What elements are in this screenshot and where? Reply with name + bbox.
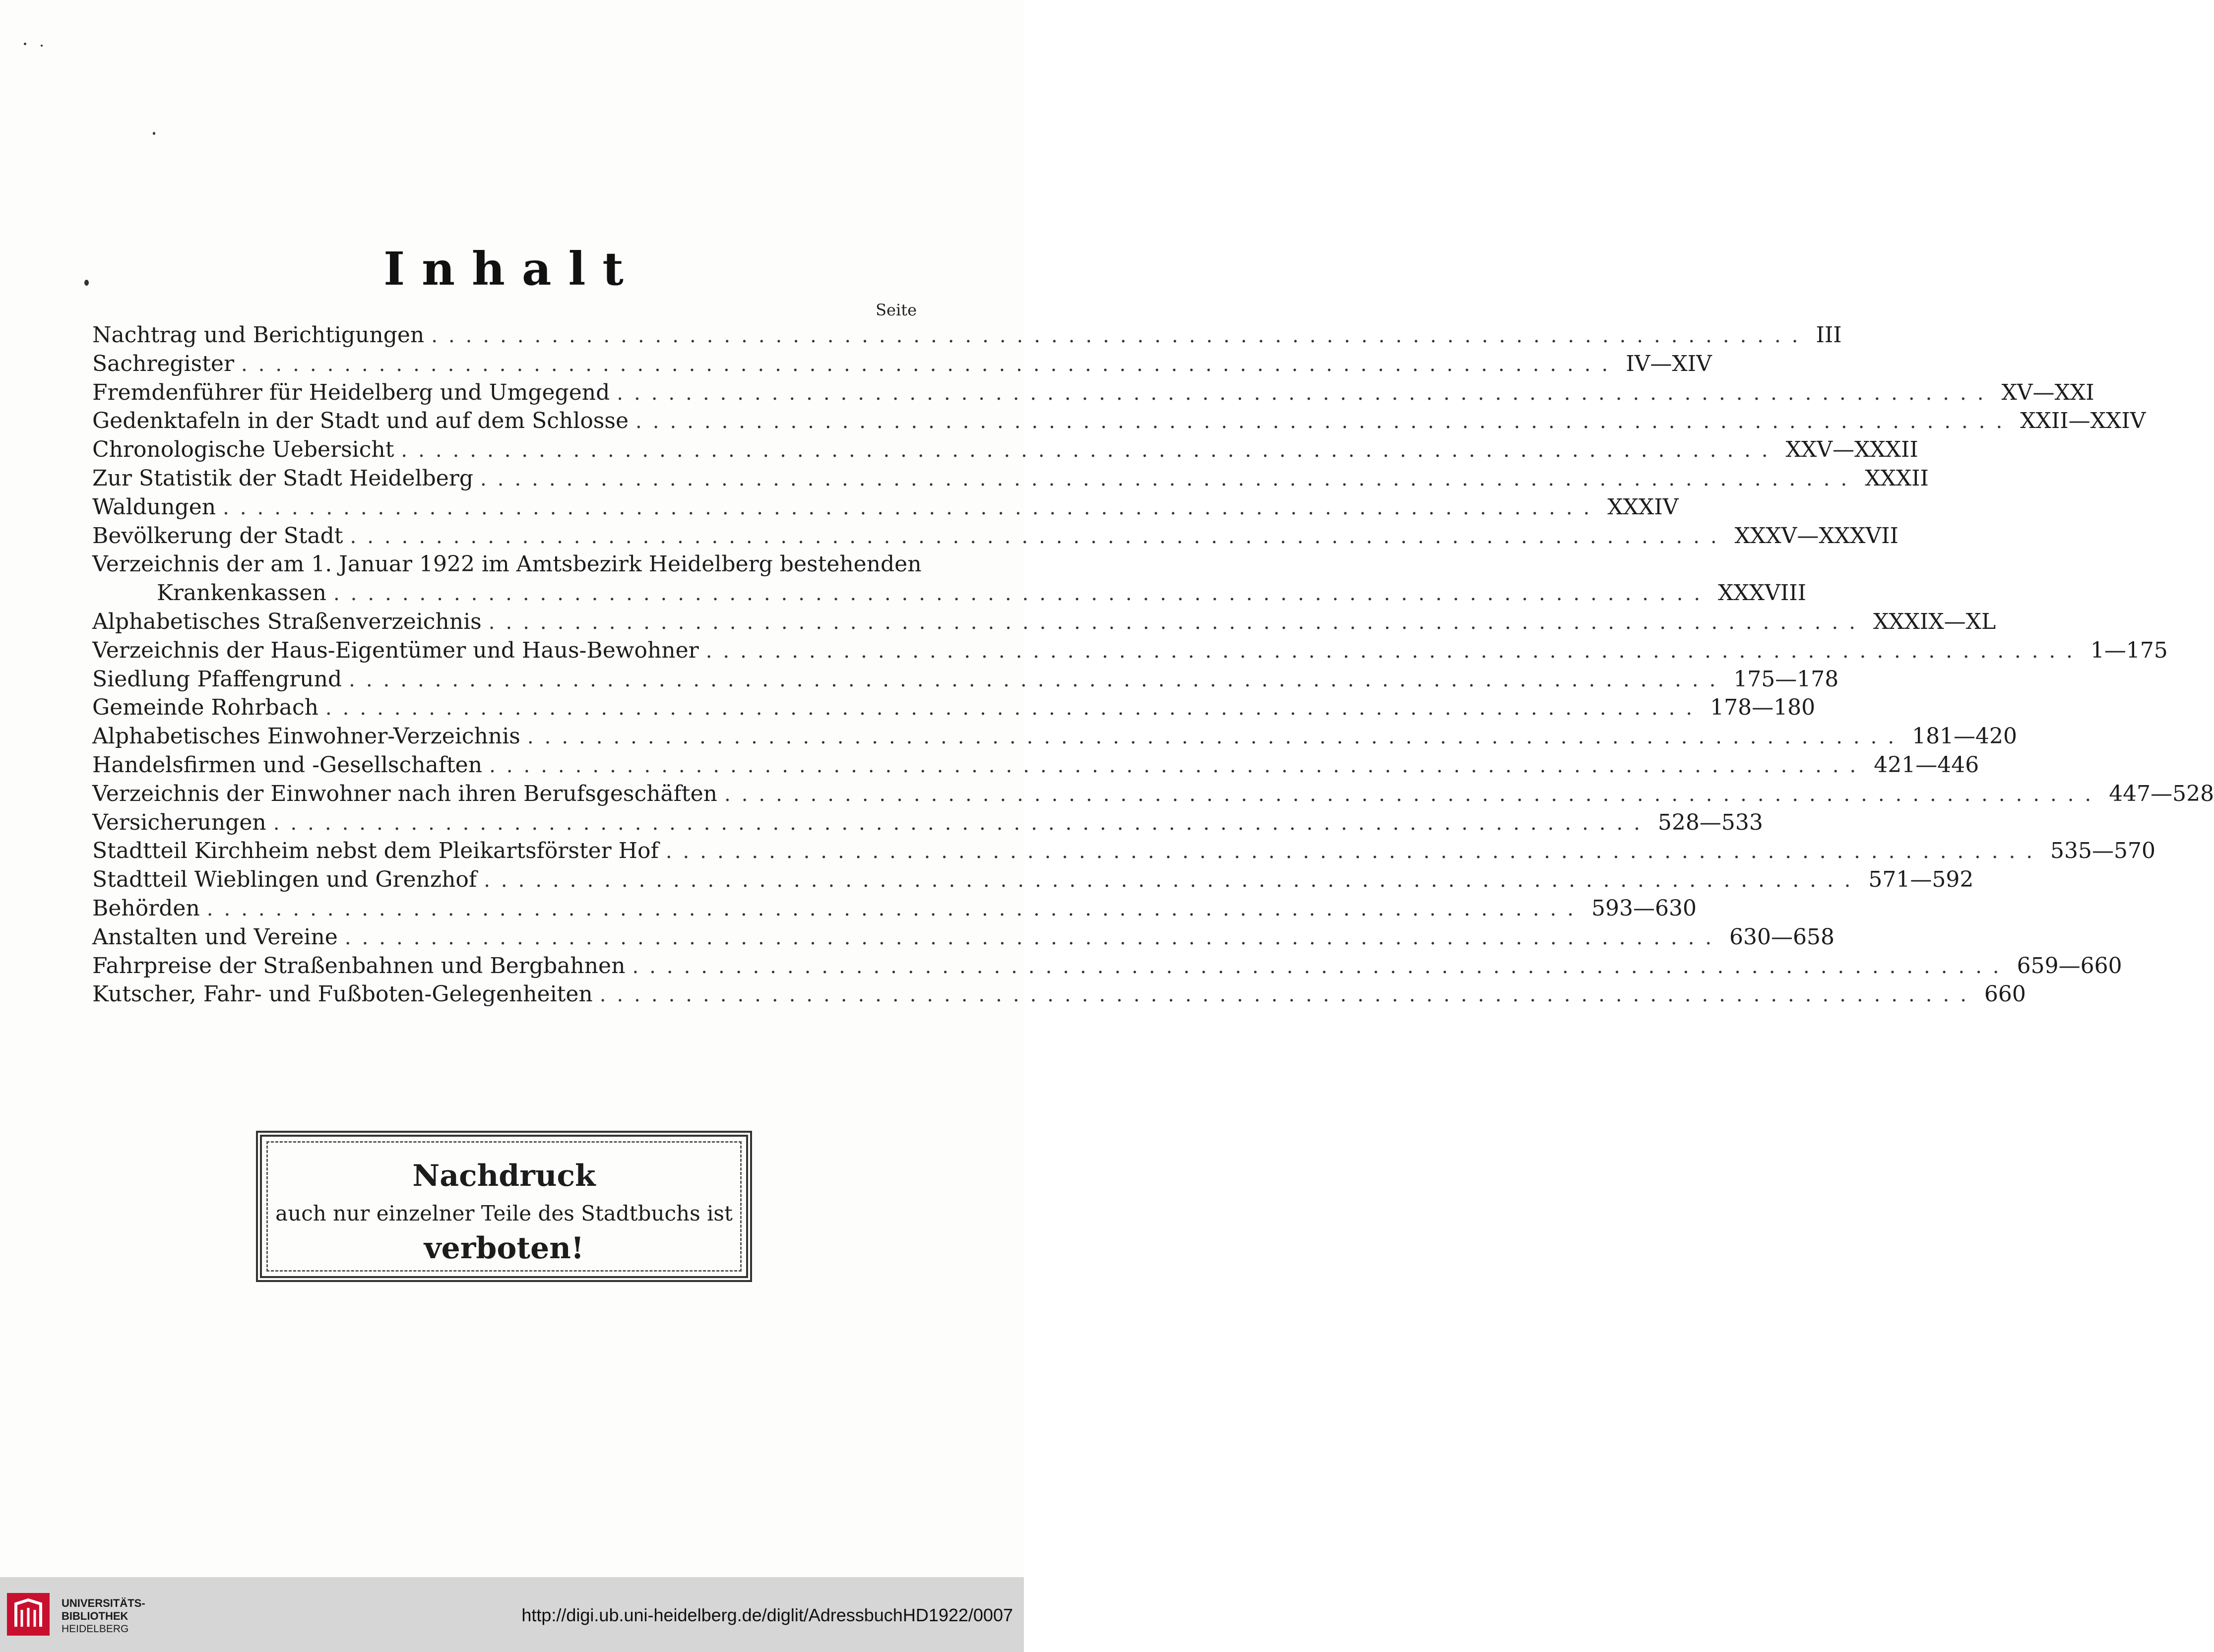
toc-entry-page: XXXIV bbox=[1607, 494, 1679, 520]
toc-entry bbox=[92, 580, 1807, 609]
toc-entry-page: XXXIX—XL bbox=[1873, 609, 1996, 634]
toc-entry bbox=[92, 867, 1974, 896]
toc-entry-title: Alphabetisches Einwohner-Verzeichnis bbox=[92, 724, 520, 749]
toc-entry-title: Handelsfirmen und -Gesellschaften bbox=[92, 752, 483, 778]
toc-leader-dots: ................................................................................ bbox=[241, 353, 1619, 376]
toc-entry-page: 593—630 bbox=[1591, 895, 1697, 921]
toc-entry bbox=[92, 523, 1898, 552]
toc-entry-page: XXXVIII bbox=[1718, 580, 1807, 606]
library-name bbox=[62, 1597, 145, 1636]
toc-entry-page: 660 bbox=[1984, 981, 2026, 1007]
scan-speck bbox=[153, 132, 155, 135]
toc-entry bbox=[92, 666, 1839, 695]
toc-entry-page: 1—175 bbox=[2090, 637, 2168, 663]
toc-entry-title: Fremdenführer für Heidelberg und Umgegend bbox=[92, 379, 610, 405]
toc-entry-page: 175—178 bbox=[1733, 666, 1839, 692]
toc-entry-title: Fahrpreise der Straßenbahnen und Bergbahnen bbox=[92, 953, 626, 979]
toc-leader-dots: ................................................................................ bbox=[484, 869, 1862, 892]
toc-entry-page: XXII—XXIV bbox=[2020, 408, 2146, 434]
toc-entry-title: Anstalten und Vereine bbox=[92, 924, 338, 950]
toc-entry-title: Stadtteil Wieblingen und Grenzhof bbox=[92, 867, 477, 893]
toc-entry-page: 181—420 bbox=[1912, 724, 2018, 749]
toc-leader-dots: ................................................................................ bbox=[632, 955, 2010, 978]
toc-leader-dots: ................................................................................ bbox=[344, 926, 1723, 949]
reprint-notice-box bbox=[256, 1131, 752, 1282]
toc-entry bbox=[92, 637, 2168, 667]
toc-entry-title: Nachtrag und Berichtigungen bbox=[92, 322, 425, 348]
toc-entry-title: Kutscher, Fahr- und Fußboten-Gelegenheiten bbox=[92, 981, 593, 1007]
toc-entry-title: Stadtteil Kirchheim nebst dem Pleikartsförster Hof bbox=[92, 838, 659, 864]
toc-leader-dots: ................................................................................ bbox=[401, 439, 1779, 462]
table-of-contents bbox=[92, 322, 2214, 1010]
toc-entry-page: 659—660 bbox=[2017, 953, 2122, 979]
toc-entry-page: IV—XIV bbox=[1626, 351, 1712, 376]
toc-leader-dots: ................................................................................ bbox=[599, 983, 1977, 1007]
toc-entry-title: Alphabetisches Straßenverzeichnis bbox=[92, 609, 482, 634]
toc-entry bbox=[92, 724, 2018, 752]
toc-entry bbox=[92, 838, 2155, 867]
library-name-line1: UNIVERSITÄTS- bbox=[62, 1597, 145, 1609]
library-name-line2: BIBLIOTHEK bbox=[62, 1610, 128, 1622]
toc-entry bbox=[92, 752, 1979, 781]
toc-leader-dots: ................................................................................ bbox=[431, 324, 1809, 347]
toc-leader-dots: ................................................................................ bbox=[705, 639, 2084, 663]
toc-leader-dots: ................................................................................ bbox=[635, 410, 2014, 433]
toc-entry-page: XXXV—XXXVII bbox=[1734, 523, 1898, 549]
toc-entry-title: Zur Statistik der Stadt Heidelberg bbox=[92, 465, 474, 491]
scan-speck bbox=[41, 45, 43, 47]
source-url-link[interactable]: http://digi.ub.uni-heidelberg.de/diglit/AdressbuchHD1922/0007 bbox=[521, 1605, 1013, 1625]
library-name-line3: HEIDELBERG bbox=[62, 1623, 129, 1635]
toc-leader-dots: ................................................................................ bbox=[273, 811, 1651, 835]
toc-entry-page: XV—XXI bbox=[2001, 379, 2094, 405]
toc-entry bbox=[92, 379, 2094, 409]
toc-entry bbox=[92, 695, 1816, 724]
notice-heading: Nachdruck bbox=[412, 1159, 596, 1193]
toc-entry-title: Sachregister bbox=[92, 351, 234, 376]
toc-entry-title: Verzeichnis der am 1. Januar 1922 im Amtsbezirk Heidelberg bestehenden bbox=[92, 551, 922, 577]
toc-entry-title: Waldungen bbox=[92, 494, 216, 520]
toc-entry-title: Verzeichnis der Einwohner nach ihren Berufsgeschäften bbox=[92, 781, 717, 806]
toc-entry-title: Bevölkerung der Stadt bbox=[92, 523, 343, 549]
toc-entry bbox=[92, 322, 1842, 351]
toc-leader-dots: ................................................................................ bbox=[617, 381, 1995, 405]
toc-entry bbox=[92, 465, 1929, 494]
toc-leader-dots: ................................................................................ bbox=[480, 467, 1858, 490]
toc-entry-title: Gedenktafeln in der Stadt und auf dem Schlosse bbox=[92, 408, 629, 434]
toc-entry bbox=[92, 953, 2122, 982]
toc-leader-dots: ................................................................................ bbox=[223, 496, 1601, 519]
page-column-label: Seite bbox=[876, 301, 917, 319]
toc-entry bbox=[92, 924, 1835, 953]
toc-entry bbox=[92, 895, 1697, 924]
toc-entry-page: 528—533 bbox=[1657, 809, 1763, 835]
toc-entry-title: Verzeichnis der Haus-Eigentümer und Haus-Bewohner bbox=[92, 637, 699, 663]
toc-leader-dots: ................................................................................ bbox=[325, 697, 1704, 720]
toc-entry-title: Versicherungen bbox=[92, 809, 266, 835]
toc-entry-title: Gemeinde Rohrbach bbox=[92, 695, 318, 721]
toc-entry-title: Siedlung Pfaffengrund bbox=[92, 666, 342, 692]
toc-leader-dots: ................................................................................ bbox=[350, 525, 1728, 548]
toc-entry bbox=[92, 609, 1996, 638]
toc-entry bbox=[92, 551, 922, 580]
toc-entry-page: XXV—XXXII bbox=[1785, 437, 1918, 463]
toc-leader-dots: ................................................................................ bbox=[333, 582, 1711, 606]
toc-entry-page: 535—570 bbox=[2050, 838, 2155, 864]
toc-entry bbox=[92, 781, 2214, 810]
notice-text: auch nur einzelner Teile des Stadtbuchs ist bbox=[275, 1201, 733, 1225]
toc-leader-dots: ................................................................................ bbox=[527, 726, 1905, 749]
toc-leader-dots: ................................................................................ bbox=[489, 754, 1867, 777]
toc-entry-page: XXXII bbox=[1865, 465, 1929, 491]
toc-leader-dots: ................................................................................ bbox=[206, 897, 1584, 920]
toc-entry-page: 630—658 bbox=[1729, 924, 1835, 950]
toc-entry bbox=[92, 351, 1712, 380]
toc-leader-dots: ................................................................................ bbox=[665, 840, 2044, 863]
toc-entry bbox=[92, 494, 1679, 523]
toc-entry bbox=[92, 809, 1763, 839]
toc-entry bbox=[92, 437, 1918, 466]
toc-leader-dots: ................................................................................ bbox=[349, 668, 1727, 691]
toc-entry-title: Behörden bbox=[92, 895, 200, 921]
toc-entry-page: 447—528 bbox=[2109, 781, 2214, 806]
toc-entry-title: Chronologische Uebersicht bbox=[92, 437, 394, 463]
toc-entry bbox=[92, 981, 2026, 1010]
toc-entry-page: 178—180 bbox=[1710, 695, 1816, 721]
toc-entry-page: 421—446 bbox=[1874, 752, 1979, 778]
university-library-logo-icon bbox=[7, 1593, 50, 1636]
toc-entry-page: 571—592 bbox=[1868, 867, 1974, 893]
toc-entry-page: III bbox=[1816, 322, 1842, 348]
footer-bar bbox=[0, 1577, 1024, 1652]
notice-emphasis: verboten! bbox=[424, 1231, 584, 1266]
scan-speck bbox=[24, 43, 26, 45]
page-title: Inhalt bbox=[383, 242, 640, 296]
toc-leader-dots: ................................................................................ bbox=[488, 611, 1866, 634]
toc-entry-title: Krankenkassen bbox=[157, 580, 326, 606]
toc-entry bbox=[92, 408, 2146, 437]
toc-leader-dots: ................................................................................ bbox=[724, 783, 2102, 806]
